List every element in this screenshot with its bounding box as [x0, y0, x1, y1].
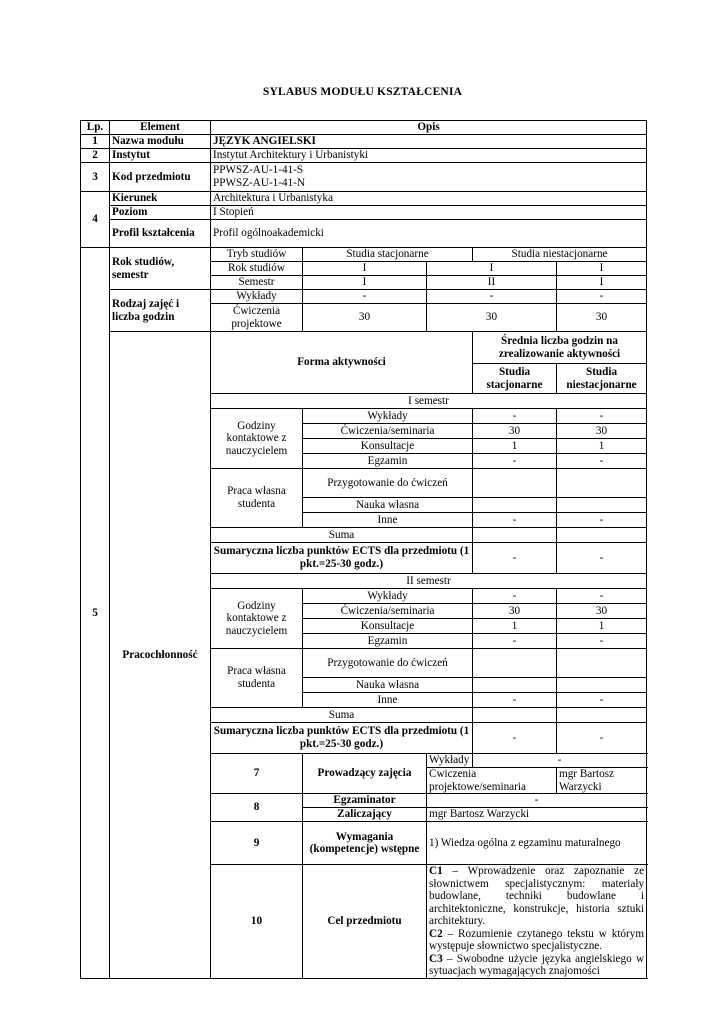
self-study-label: Praca własna studenta: [211, 469, 303, 528]
semester-value: II: [427, 276, 557, 290]
row-number: 3: [81, 163, 110, 192]
activity-label: Wykłady: [303, 589, 473, 604]
part-time-hours: 30: [557, 604, 647, 619]
row-1: [81, 135, 647, 149]
workload-header-row: [81, 332, 647, 364]
header-opis: Opis: [211, 121, 647, 135]
course-goals: [427, 865, 647, 979]
lectures-hours-row: [81, 290, 647, 304]
part-time-hours: [557, 649, 647, 678]
part-time-hours: 1: [557, 439, 647, 454]
assessor-value: mgr Bartosz Warzycki: [427, 808, 647, 822]
ects-full-time: -: [473, 723, 557, 754]
syllabus-table: [80, 120, 647, 979]
row-number: 9: [211, 822, 303, 865]
workload-label: Pracochłonność: [110, 332, 211, 979]
row-label: Instytut: [110, 149, 211, 163]
part-time-hours: 30: [557, 424, 647, 439]
goal-code: C1: [429, 865, 443, 878]
sum-full-time: [473, 708, 557, 723]
level-value: I Stopień: [211, 206, 647, 220]
semester-heading: I semestr: [211, 394, 647, 409]
study-year-value: I: [427, 262, 557, 276]
part-time-hours: -: [557, 454, 647, 469]
course-code: PPWSZ-AU-1-41-N: [213, 177, 305, 189]
full-time-hours: -: [473, 409, 557, 424]
activity-label: Inne: [303, 513, 473, 528]
study-year-label: Rok studiów: [211, 262, 303, 276]
full-time-label: Studia stacjonarne: [303, 248, 473, 262]
full-time-hours: -: [473, 513, 557, 528]
activity-form-label: Forma aktywności: [211, 332, 473, 394]
sum-label: Suma: [211, 528, 473, 543]
row-3: [81, 163, 647, 192]
part-time-hours: -: [557, 589, 647, 604]
study-mode-row: [81, 248, 647, 262]
activity-label: Konsultacje: [303, 439, 473, 454]
prerequisites-label: Wymagania (kompetencje) wstępne: [303, 822, 427, 865]
full-time-header: Studia stacjonarne: [473, 364, 557, 394]
semester-value: I: [303, 276, 427, 290]
activity-label: Przygotowanie do ćwiczeń: [303, 469, 473, 498]
examiner-label: Egzaminator: [303, 794, 427, 808]
contact-hours-label: Godziny kontaktowe z nauczycielem: [211, 589, 303, 649]
semester-label: Semestr: [211, 276, 303, 290]
course-codes: [211, 163, 647, 192]
part-time-hours: -: [557, 693, 647, 708]
header-element: Element: [110, 121, 211, 135]
goal-text: – Rozumienie czytanego tekstu w którym występuje słownictwo specjalistyczne.: [429, 927, 645, 953]
activity-label: Inne: [303, 693, 473, 708]
institute-value: Instytut Architektury i Urbanistyki: [211, 149, 647, 163]
assessor-label: Zaliczający: [303, 808, 427, 822]
row-label: Kod przedmiotu: [110, 163, 211, 192]
ects-part-time: -: [557, 543, 647, 574]
goal-code: C2: [429, 927, 443, 940]
contact-hours-label: Godziny kontaktowe z nauczycielem: [211, 409, 303, 469]
row-4b: [81, 206, 647, 220]
exercises-lecturer: mgr Bartosz Warzycki: [557, 768, 647, 794]
part-time-hours: [557, 498, 647, 513]
goal-item: [429, 928, 644, 953]
sum-label: Suma: [211, 708, 473, 723]
header-row: [81, 121, 647, 135]
part-time-hours: 1: [557, 619, 647, 634]
study-year-value: I: [303, 262, 427, 276]
lectures-label: Wykłady: [427, 754, 473, 768]
part-time-hours: [557, 469, 647, 498]
row-label: Kierunek: [110, 192, 211, 206]
row-number: 2: [81, 149, 110, 163]
lectures-hours: -: [303, 290, 427, 304]
year-semester-label: Rok studiów, semestr: [110, 248, 211, 290]
row-number: 4: [81, 192, 110, 248]
row-number: 8: [211, 794, 303, 822]
exercises-hours: 30: [427, 304, 557, 332]
sum-part-time: [557, 708, 647, 723]
row-4c: [81, 220, 647, 248]
lecturer-label: Prowadzący zajęcia: [303, 754, 427, 794]
study-year-value: I: [557, 262, 647, 276]
row-4a: [81, 192, 647, 206]
sum-full-time: [473, 528, 557, 543]
ects-full-time: -: [473, 543, 557, 574]
full-time-hours: [473, 649, 557, 678]
activity-label: Przygotowanie do ćwiczeń: [303, 649, 473, 678]
lectures-hours: -: [427, 290, 557, 304]
profile-value: Profil ogólnoakademicki: [211, 220, 647, 248]
full-time-hours: [473, 469, 557, 498]
semester-heading: II semestr: [211, 574, 647, 589]
prerequisites-value: 1) Wiedza ogólna z egzaminu maturalnego: [427, 822, 647, 865]
course-goal-label: Cel przedmiotu: [303, 865, 427, 979]
row-label: Poziom: [110, 206, 211, 220]
part-time-hours: -: [557, 634, 647, 649]
full-time-hours: -: [473, 589, 557, 604]
goal-text: – Wprowadzenie oraz zapoznanie ze słownictwem specjalistycznym: materiały budowlane, techniki budowlane i architektoniczne, konstrukcje, historia sztuki architektury.: [429, 865, 645, 928]
activity-label: Egzamin: [303, 454, 473, 469]
activity-label: Nauka własna: [303, 678, 473, 693]
part-time-hours: -: [557, 513, 647, 528]
goal-text: – Swobodne użycie języka angielskiego w sytuacjach wymagających znajomości: [429, 952, 645, 978]
ects-label: Sumaryczna liczba punktów ECTS dla przedmiotu (1 pkt.=25-30 godz.): [211, 723, 473, 754]
goal-code: C3: [429, 952, 443, 965]
full-time-hours: [473, 678, 557, 693]
header-lp: Lp.: [81, 121, 110, 135]
goal-item: [429, 865, 644, 928]
lectures-label: Wykłady: [211, 290, 303, 304]
part-time-label: Studia niestacjonarne: [473, 248, 647, 262]
study-mode-label: Tryb studiów: [211, 248, 303, 262]
row-number: 5: [81, 248, 110, 979]
field-value: Architektura i Urbanistyka: [211, 192, 647, 206]
semester-value: I: [557, 276, 647, 290]
full-time-hours: 30: [473, 424, 557, 439]
lectures-lecturer: -: [473, 754, 647, 768]
full-time-hours: 1: [473, 619, 557, 634]
row-number: 7: [211, 754, 303, 794]
row-label: Nazwa modułu: [110, 135, 211, 149]
average-hours-label: Średnia liczba godzin na zrealizowanie aktywności: [473, 332, 647, 364]
row-number: 10: [211, 865, 303, 979]
ects-label: Sumaryczna liczba punktów ECTS dla przedmiotu (1 pkt.=25-30 godz.): [211, 543, 473, 574]
row-2: [81, 149, 647, 163]
sum-part-time: [557, 528, 647, 543]
full-time-hours: 30: [473, 604, 557, 619]
activity-label: Egzamin: [303, 634, 473, 649]
activity-label: Konsultacje: [303, 619, 473, 634]
self-study-label: Praca własna studenta: [211, 649, 303, 708]
course-code: PPWSZ-AU-1-41-S: [213, 164, 304, 177]
activity-label: Ćwiczenia/seminaria: [303, 424, 473, 439]
module-name: JĘZYK ANGIELSKI: [211, 135, 647, 149]
full-time-hours: [473, 498, 557, 513]
activity-label: Wykłady: [303, 409, 473, 424]
part-time-hours: -: [557, 409, 647, 424]
row-number: 1: [81, 135, 110, 149]
ects-part-time: -: [557, 723, 647, 754]
row-label: Profil kształcenia: [110, 220, 211, 248]
goal-item: [429, 953, 644, 978]
activity-label: Nauka własna: [303, 498, 473, 513]
lectures-hours: -: [557, 290, 647, 304]
full-time-hours: 1: [473, 439, 557, 454]
class-type-label: Rodzaj zajęć i liczba godzin: [110, 290, 211, 332]
full-time-hours: -: [473, 454, 557, 469]
exercises-hours: 30: [303, 304, 427, 332]
exercises-label: Ćwiczenia projektowe/seminaria: [427, 768, 557, 794]
document-title: SYLABUS MODUŁU KSZTAŁCENIA: [262, 86, 463, 98]
activity-label: Ćwiczenia/seminaria: [303, 604, 473, 619]
exercises-label: Ćwiczenia projektowe: [211, 304, 303, 332]
exercises-hours: 30: [557, 304, 647, 332]
examiner-value: -: [427, 794, 647, 808]
part-time-header: Studia niestacjonarne: [557, 364, 647, 394]
full-time-hours: -: [473, 693, 557, 708]
part-time-hours: [557, 678, 647, 693]
full-time-hours: -: [473, 634, 557, 649]
